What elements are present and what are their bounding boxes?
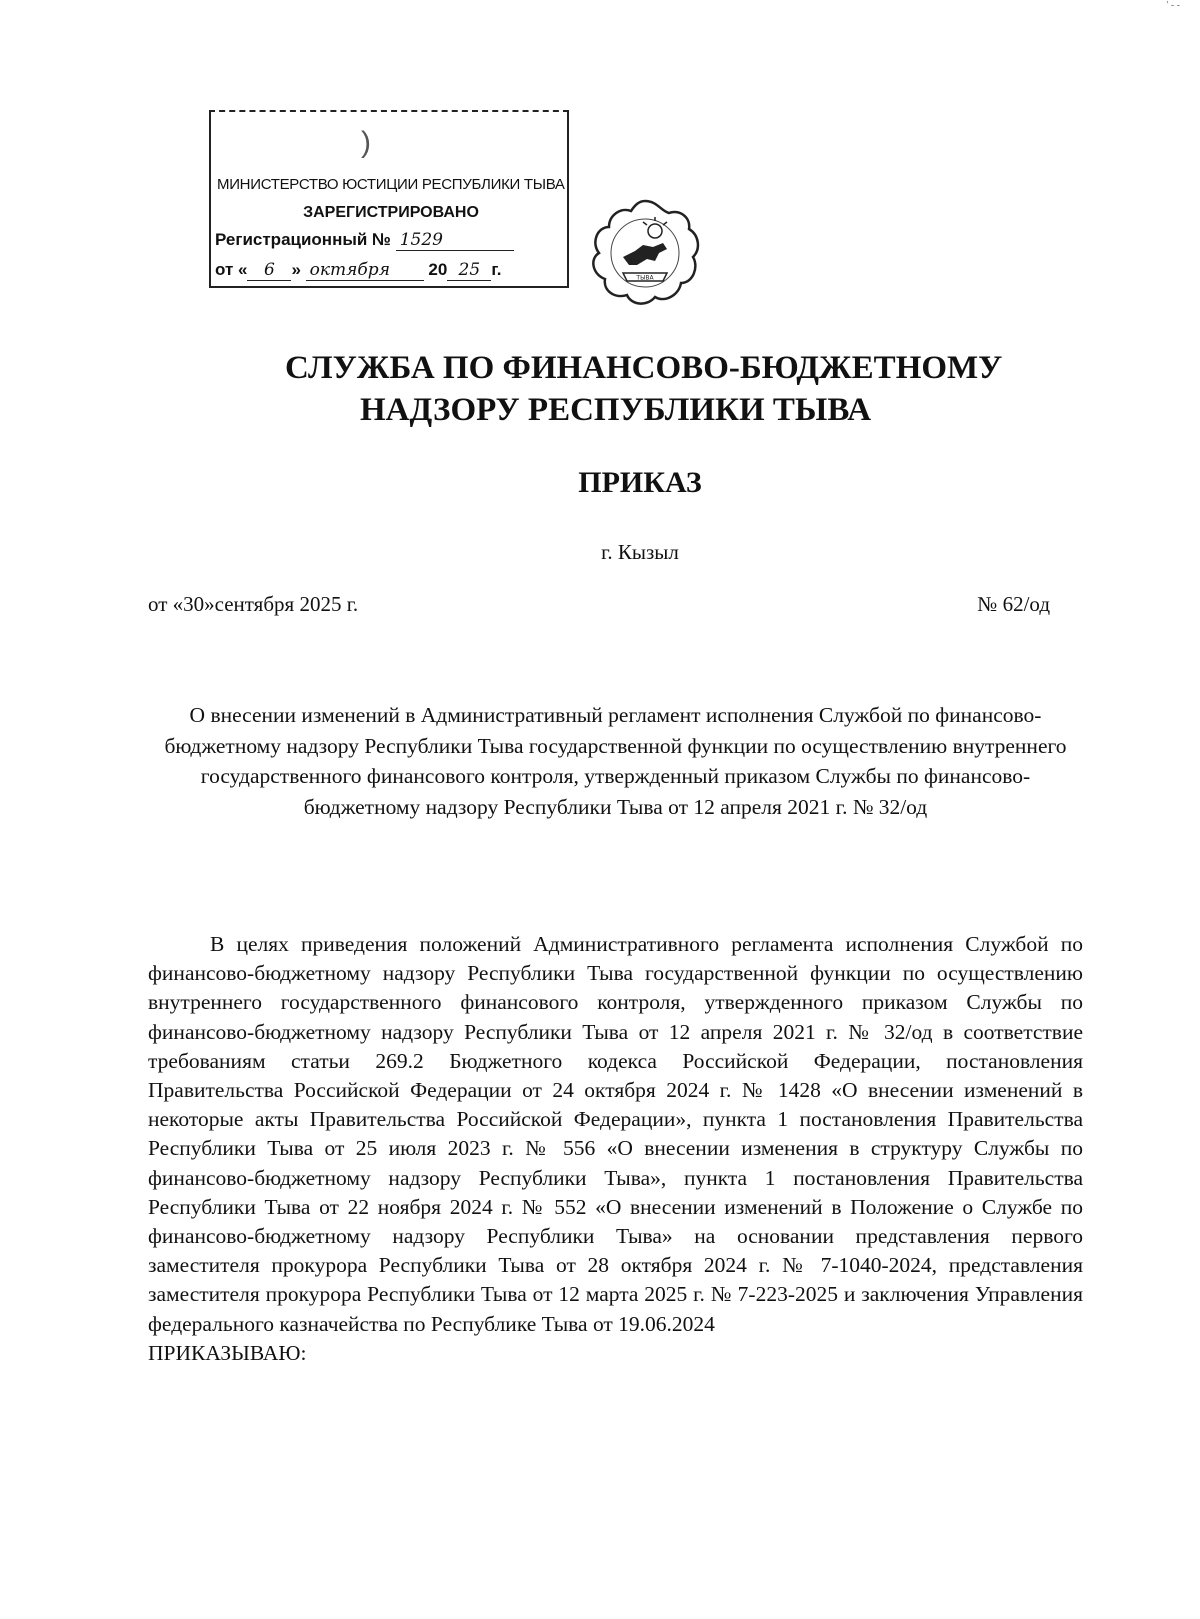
stamp-registered-label: ЗАРЕГИСТРИРОВАНО [303,204,479,221]
stamp-date-year-suffix: 25 [447,260,491,281]
stamp-date-year-prefix: 20 [428,260,448,279]
stamp-reg-number: 1529 [396,230,514,251]
stamp-seal-mark: ) [361,126,371,159]
stamp-ministry-line: МИНИСТЕРСТВО ЮСТИЦИИ РЕСПУБЛИКИ ТЫВА [217,176,565,193]
body-paragraph: В целях приведения положений Административного регламента исполнения Службой по финансово-бюджетному надзору Республики Тыва государственной функции по осуществлению внутреннего государственного финансового контроля, утвержденного приказом Службы по финансово-бюджетному надзору Республики Тыва от 12 апреля 2021 г. № 32/од в соответствие требованиям статьи 269.2 Бюджетного кодекса Российской Федерации, постановления Правительства Российской Федерации от 24 октября 2024 г. № 1428 «О внесении изменений в некоторые акты Правительства Российской Федерации», пункта 1 постановления Правительства Республики Тыва от 25 июля 2023 г. № 556 «О внесении изменения в структуру Службы по финансово-бюджетному надзору Республики Тыва», пункта 1 постановления Правительства Республики Тыва от 22 ноября 2024 г. № 552 «О внесении изменений в Положение о Службе по финансово-бюджетному надзору Республики Тыва» на основании представления первого заместителя прокурора Республики Тыва от 28 октября 2024 г. № 7-1040-2024, представления заместителя прокурора Республики Тыва от 12 марта 2025 г. № 7-223-2025 и заключения Управления федерального казначейства по Республике Тыва от 19.06.2024 [148,932,1083,1336]
order-number: № 62/од [977,592,1050,616]
order-command: ПРИКАЗЫВАЮ: [148,1340,307,1365]
order-subject: О внесении изменений в Административный регламент исполнения Службой по финансово-бюджетному надзору Республики Тыва государственной функции по осуществлению внутреннего государственного финансового контроля, утвержденный приказом Службы по финансово-бюджетному надзору Республики Тыва от 12 апреля 2021 г. № 32/од [164,703,1067,819]
agency-title-line1: СЛУЖБА ПО ФИНАНСОВО-БЮДЖЕТНОМУ [285,350,1003,386]
tuva-coat-of-arms-icon [585,195,705,315]
stamp-registration-row [215,230,514,251]
stamp-date-mid: » [291,260,301,279]
document-type: ПРИКАЗ [578,466,702,499]
stamp-date-row [215,260,501,281]
registration-stamp [209,110,569,288]
order-date: от «30»сентября 2025 г. [148,592,359,616]
stamp-date-prefix: от « [215,260,248,279]
stamp-reg-label: Регистрационный № [215,230,391,249]
stamp-date-day: 6 [247,260,291,281]
agency-title-line2: НАДЗОРУ РЕСПУБЛИКИ ТЫВА [360,392,872,428]
stamp-date-month: октября [306,260,424,281]
stamp-date-end: г. [491,260,502,279]
order-body [148,930,1083,1368]
city: г. Кызыл [601,540,679,564]
scan-mark: ' - - [1166,0,1180,11]
emblem-ribbon-text: ТЫВА [636,274,654,282]
